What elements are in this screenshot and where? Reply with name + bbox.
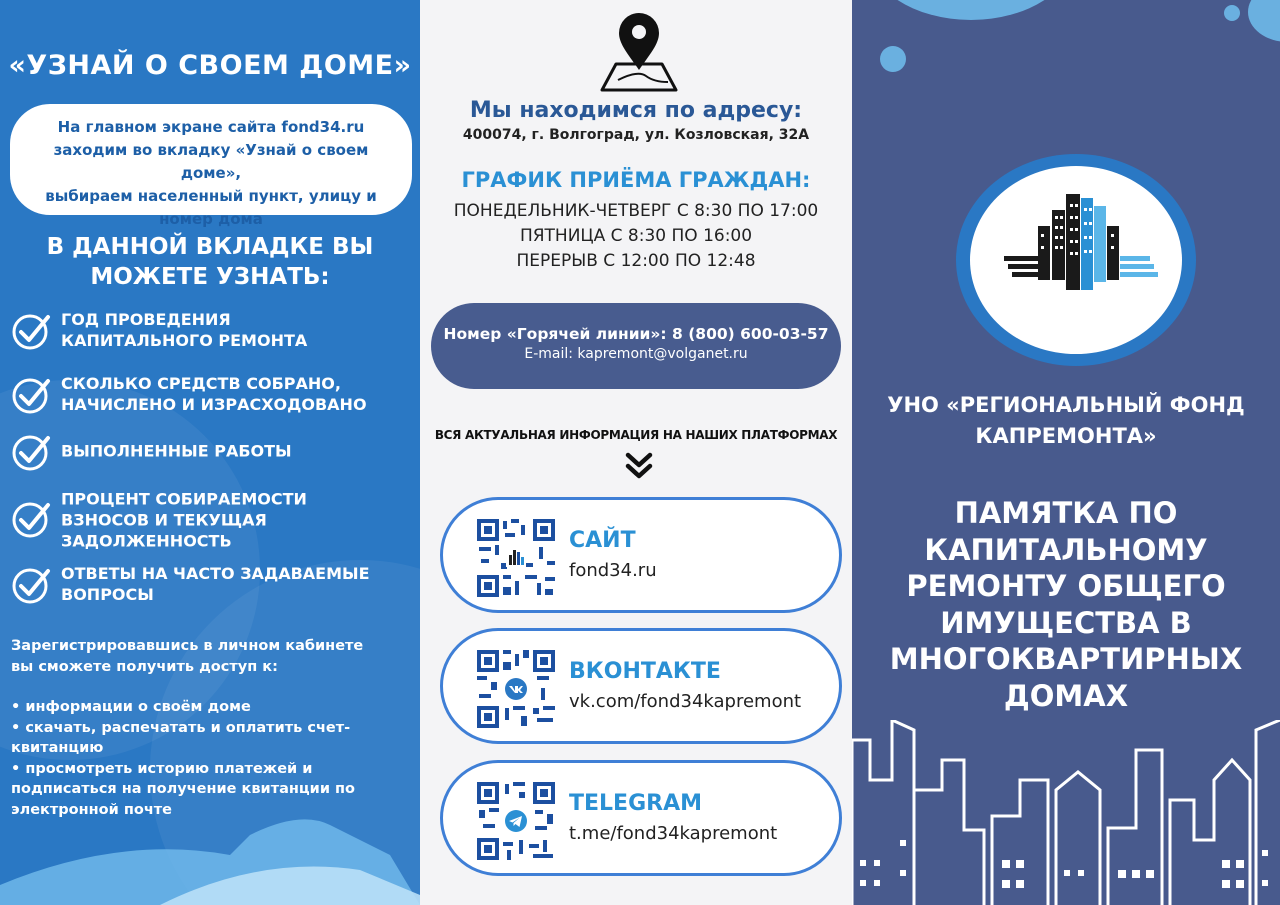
schedule-line: ПЯТНИЦА С 8:30 ПО 16:00 xyxy=(519,226,753,246)
building-logo-icon xyxy=(956,154,1196,366)
checkmark-icon xyxy=(11,433,51,473)
schedule-line: ПЕРЕРЫВ С 12:00 ПО 12:48 xyxy=(516,251,756,271)
checklist-text: ОТВЕТЫ НА ЧАСТО ЗАДАВАЕМЫЕ ВОПРОСЫ xyxy=(61,564,370,604)
decorative-dot xyxy=(880,46,906,72)
platform-title: САЙТ xyxy=(569,528,636,553)
register-line: электронной почте xyxy=(11,801,173,818)
org-line: КАПРЕМОНТА» xyxy=(975,424,1157,448)
checklist-text: ВЫПОЛНЕННЫЕ РАБОТЫ xyxy=(61,441,292,461)
qr-code-telegram[interactable] xyxy=(475,780,557,862)
checkmark-icon xyxy=(11,500,51,540)
org-line: УНО «РЕГИОНАЛЬНЫЙ ФОНД xyxy=(887,393,1245,417)
register-spacer xyxy=(11,677,411,697)
intro-line: выбираем населенный пункт, улицу и xyxy=(45,187,377,205)
decorative-circle xyxy=(1248,0,1280,42)
qr-code-site[interactable] xyxy=(475,517,557,599)
memo-title: ПАМЯТКА ПО КАПИТАЛЬНОМУ РЕМОНТУ ОБЩЕГО ИМУЩЕСТВА В МНОГОКВАРТИРНЫХ ДОМАХ xyxy=(889,496,1243,713)
platform-title: ВКОНТАКТЕ xyxy=(569,659,721,684)
checklist-item xyxy=(11,562,401,606)
left-title: «УЗНАЙ О СВОЕМ ДОМЕ» xyxy=(8,50,412,81)
checklist-text: ГОД ПРОВЕДЕНИЯ КАПИТАЛЬНОГО РЕМОНТА xyxy=(61,310,308,350)
checklist-item xyxy=(11,489,401,551)
intro-line: заходим во вкладку «Узнай о своем доме», xyxy=(53,141,369,182)
middle-panel xyxy=(420,0,852,905)
platform-title: TELEGRAM xyxy=(569,791,702,816)
decorative-dot xyxy=(1224,5,1240,21)
address-text: 400074, г. Волгоград, ул. Козловская, 32А xyxy=(462,127,810,143)
register-info xyxy=(11,636,411,820)
checkmark-icon xyxy=(11,312,51,352)
hotline-number[interactable]: Номер «Горячей линии»: 8 (800) 600-03-57 xyxy=(443,325,829,343)
platform-vk[interactable] xyxy=(440,628,842,744)
register-line: квитанцию xyxy=(11,740,104,756)
address-title: Мы находимся по адресу: xyxy=(469,98,803,123)
checklist-text: ПРОЦЕНТ СОБИРАЕМОСТИ ВЗНОСОВ И ТЕКУЩАЯ ЗАДОЛЖЕННОСТЬ xyxy=(61,489,307,551)
checklist-item xyxy=(11,308,401,352)
platform-url[interactable]: t.me/fond34kapremont xyxy=(569,823,778,844)
email-link[interactable]: E-mail: kapremont@volganet.ru xyxy=(524,346,748,362)
map-pin-icon xyxy=(598,10,680,94)
register-line: • просмотреть историю платежей и xyxy=(11,760,313,777)
register-line: подписаться на получение квитанции по xyxy=(11,781,356,797)
register-line: • информации о своём доме xyxy=(11,699,251,715)
hotline-box xyxy=(431,303,841,389)
organization-name xyxy=(852,390,1280,452)
register-line: Зарегистрировавшись в личном кабинете xyxy=(11,638,364,654)
checklist-text: СКОЛЬКО СРЕДСТВ СОБРАНО, НАЧИСЛЕНО И ИЗРАСХОДОВАНО xyxy=(61,374,367,414)
platform-telegram[interactable] xyxy=(440,760,842,876)
right-panel xyxy=(852,0,1280,905)
double-chevron-down-icon xyxy=(624,451,654,481)
platform-url[interactable]: fond34.ru xyxy=(569,560,657,581)
checkmark-icon xyxy=(11,566,51,606)
schedule-title: ГРАФИК ПРИЁМА ГРАЖДАН: xyxy=(461,168,811,192)
schedule-line: ПОНЕДЕЛЬНИК-ЧЕТВЕРГ С 8:30 ПО 17:00 xyxy=(453,201,819,221)
decorative-wave xyxy=(0,815,420,905)
checkmark-icon xyxy=(11,376,51,416)
intro-line: На главном экране сайта fond34.ru xyxy=(57,118,365,136)
platform-site[interactable] xyxy=(440,497,842,613)
register-line: • скачать, распечатать и оплатить счет- xyxy=(11,719,351,736)
intro-box xyxy=(10,104,412,228)
city-skyline xyxy=(852,720,1280,905)
checklist-item xyxy=(11,372,401,416)
subtitle-line: В ДАННОЙ ВКЛАДКЕ ВЫ xyxy=(46,234,374,260)
decorative-circle xyxy=(866,0,1076,20)
register-line: вы сможете получить доступ к: xyxy=(11,658,278,675)
platforms-caption: ВСЯ АКТУАЛЬНАЯ ИНФОРМАЦИЯ НА НАШИХ ПЛАТФОРМАХ xyxy=(434,428,838,442)
subtitle-line: МОЖЕТЕ УЗНАТЬ: xyxy=(90,264,330,290)
intro-line: номер дома xyxy=(159,210,263,228)
left-panel xyxy=(0,0,420,905)
platform-url[interactable]: vk.com/fond34kapremont xyxy=(569,691,802,712)
checklist-item xyxy=(11,429,401,473)
left-subtitle xyxy=(0,232,420,292)
qr-code-vk[interactable] xyxy=(475,648,557,730)
